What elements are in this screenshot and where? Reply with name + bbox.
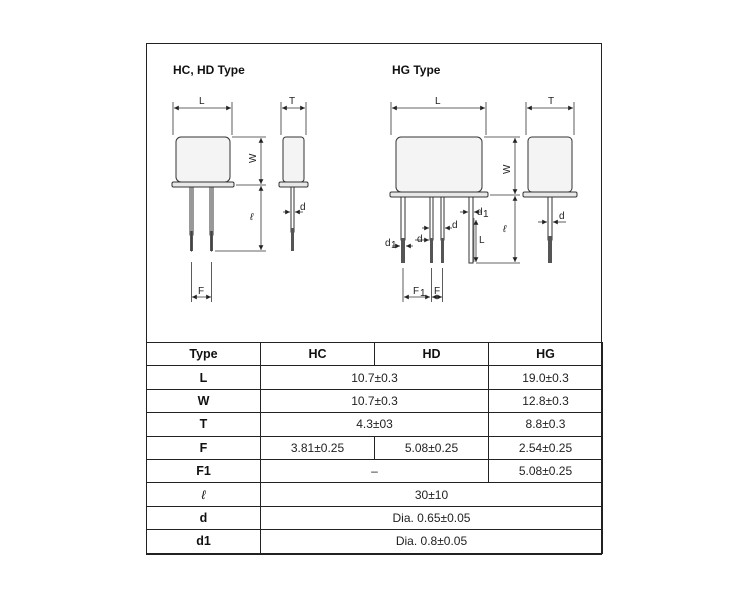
hg-f1-label: F <box>413 286 420 297</box>
header-type: Type <box>147 343 261 366</box>
cell-hg: 8.8±0.3 <box>489 413 603 436</box>
hc-d-label: d <box>300 202 306 213</box>
hg-lead-l-label: L <box>479 235 485 246</box>
cell-all: 30±10 <box>261 483 603 506</box>
hg-d1-left-sub: 1 <box>391 240 397 251</box>
row-name: d <box>147 506 261 529</box>
header-hg: HG <box>489 343 603 366</box>
hg-d1-left-label: d <box>385 238 391 249</box>
cell-hg: 5.08±0.25 <box>489 459 603 482</box>
row-name: L <box>147 366 261 389</box>
table-header-row <box>147 343 603 366</box>
cell-hd: 5.08±0.25 <box>375 436 489 459</box>
row-name: W <box>147 389 261 412</box>
hg-d-left-label: d <box>417 234 423 245</box>
table-row <box>147 483 603 506</box>
hg-d-right-label: d <box>559 211 565 222</box>
hc-hd-type-title: HC, HD Type <box>173 63 245 77</box>
table-row <box>147 530 603 553</box>
hg-d1-right-sub: 1 <box>483 209 489 220</box>
table-row <box>147 413 603 436</box>
row-name: F <box>147 436 261 459</box>
hc-hd-front-view <box>172 137 234 252</box>
row-name: ℓ <box>147 483 261 506</box>
hc-w-label: W <box>248 153 259 163</box>
hg-side-view <box>523 137 577 263</box>
table-row <box>147 506 603 529</box>
header-hd: HD <box>375 343 489 366</box>
hc-ell-label: ℓ <box>250 212 254 223</box>
cell-all: Dia. 0.65±0.05 <box>261 506 603 529</box>
hg-f1-sub: 1 <box>420 288 426 299</box>
hg-type-title: HG Type <box>392 63 441 77</box>
cell-hg: 12.8±0.3 <box>489 389 603 412</box>
hg-f-label: F <box>434 286 441 297</box>
cell-all: Dia. 0.8±0.05 <box>261 530 603 553</box>
row-name: d1 <box>147 530 261 553</box>
table-row <box>147 436 603 459</box>
cell-hg: 2.54±0.25 <box>489 436 603 459</box>
row-name: T <box>147 413 261 436</box>
hg-d1-right-label: d <box>477 207 483 218</box>
hg-ell-label: ℓ <box>503 224 507 235</box>
hg-l-label: L <box>435 96 441 107</box>
cell-hc-hd: 10.7±0.3 <box>261 389 489 412</box>
hg-front-view <box>390 137 488 263</box>
cell-hc: 3.81±0.25 <box>261 436 375 459</box>
hc-hd-side-view <box>279 137 308 251</box>
table-row <box>147 459 603 482</box>
hc-l-label: L <box>199 96 205 107</box>
table-row <box>147 366 603 389</box>
cell-hc-hd: 10.7±0.3 <box>261 366 489 389</box>
cell-hc-hd: – <box>261 459 489 482</box>
hg-t-label: T <box>548 96 555 107</box>
cell-hg: 19.0±0.3 <box>489 366 603 389</box>
hc-f-label: F <box>198 286 205 297</box>
table-row <box>147 389 603 412</box>
cell-hc-hd: 4.3±03 <box>261 413 489 436</box>
header-hc: HC <box>261 343 375 366</box>
hc-t-label: T <box>289 96 296 107</box>
row-name: F1 <box>147 459 261 482</box>
dimensions-table <box>146 342 603 554</box>
hg-d-mid-label: d <box>452 220 458 231</box>
hg-w-label: W <box>502 164 513 174</box>
